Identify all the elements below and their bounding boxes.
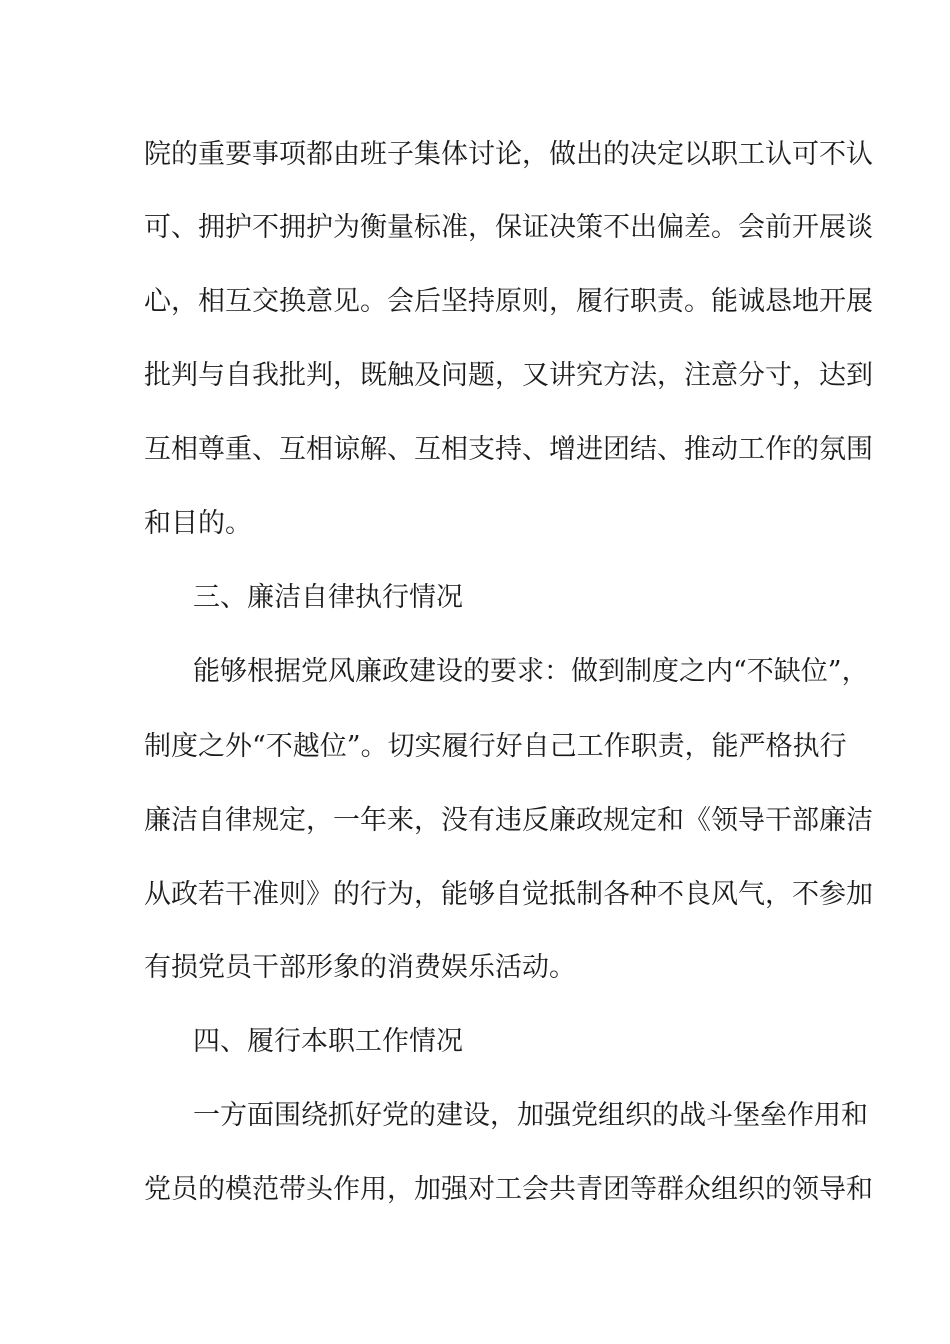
paragraph-line: 有损党员干部形象的消费娱乐活动。 xyxy=(144,952,576,983)
paragraph-line: 互相尊重、互相谅解、互相支持、增进团结、推动工作的氛围 xyxy=(144,434,873,465)
section-heading: 四、履行本职工作情况 xyxy=(193,1026,463,1057)
paragraph-line: 批判与自我批判，既触及问题，又讲究方法，注意分寸，达到 xyxy=(144,360,873,391)
paragraph-line: 制度之外“不越位”。切实履行好自己工作职责，能严格执行 xyxy=(144,731,847,762)
paragraph-line: 党员的模范带头作用，加强对工会共青团等群众组织的领导和 xyxy=(144,1174,873,1205)
paragraph-line: 院的重要事项都由班子集体讨论，做出的决定以职工认可不认 xyxy=(144,139,873,170)
section-heading: 三、廉洁自律执行情况 xyxy=(193,582,463,613)
paragraph-line: 廉洁自律规定，一年来，没有违反廉政规定和《领导干部廉洁 xyxy=(144,805,873,836)
paragraph-line: 心，相互交换意见。会后坚持原则，履行职责。能诚恳地开展 xyxy=(144,286,873,317)
paragraph-line: 一方面围绕抓好党的建设，加强党组织的战斗堡垒作用和 xyxy=(193,1100,868,1131)
paragraph-line: 能够根据党风廉政建设的要求：做到制度之内“不缺位”， xyxy=(193,656,869,687)
paragraph-line: 可、拥护不拥护为衡量标准，保证决策不出偏差。会前开展谈 xyxy=(144,212,873,243)
paragraph-line: 从政若干准则》的行为，能够自觉抵制各种不良风气，不参加 xyxy=(144,879,873,910)
paragraph-line: 和目的。 xyxy=(144,508,252,539)
